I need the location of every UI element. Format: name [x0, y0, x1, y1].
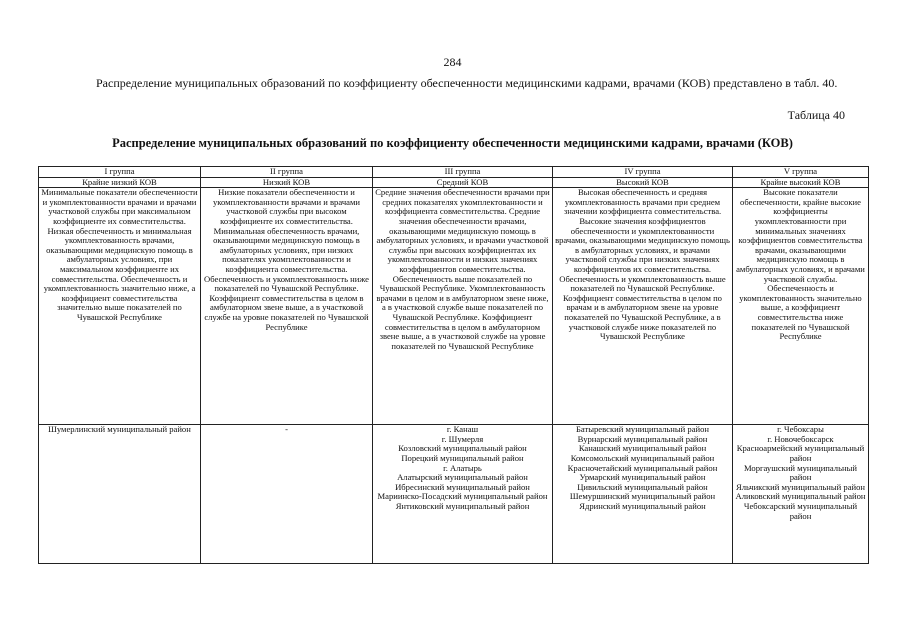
municipality-name: Чебоксарский муниципальный район [743, 500, 858, 521]
municipality-name: - [285, 424, 288, 435]
municipality-name: Козловский муниципальный район [398, 443, 527, 454]
municipality-name: Шемуршинский муниципальный район [569, 491, 716, 502]
group-header-5: V группа [733, 167, 869, 178]
description-cell-4: Высокая обеспеченность и средняя укомплектованность врачами при среднем значении коэффициента совместительства. Высокие значения коэффициентов обеспеченности и укомплектованности врачами, оказывающими медицинскую помощь в амбулаторных условиях, и врачами участковой службы при низких значениях коэффициентов их совместительства. Обеспеченность и укомплектованность выше показателей по Чувашской Республике. Коэффициент совместительства в целом по врачам и в амбулаторном звене на уровне показателей по Чувашской Республике, а в участковой службе ниже показателей по Чувашской Республике [553, 188, 733, 425]
level-header-2: Низкий КОВ [201, 177, 373, 188]
municipality-name: Батыревский муниципальный район [575, 424, 710, 435]
level-header-3: Средний КОВ [373, 177, 553, 188]
municipality-name: Комсомольский муниципальный район [570, 452, 715, 463]
municipality-name: Урмарский муниципальный район [579, 472, 706, 483]
municipalities-cell-3 [373, 425, 553, 564]
municipality-name: Ибресинский муниципальный район [395, 481, 530, 492]
municipality-name: Красноармейский муниципальный район [736, 443, 865, 463]
kov-table [38, 166, 869, 564]
municipalities-cell-1 [39, 425, 201, 564]
municipality-name: г. Шумерля [441, 433, 484, 444]
level-header-4: Высокий КОВ [553, 177, 733, 188]
level-header-1: Крайне низкий КОВ [39, 177, 201, 188]
description-cell-2: Низкие показатели обеспеченности и укомплектованности врачами и врачами участковой службы при высоком коэффициенте их совместительства. Минимальная обеспеченность врачами, оказывающими медицинскую помощь в амбулаторных условиях, при низких показателях укомплектованности и коэффициента совместительства. Обеспеченность и укомплектованность ниже показателей по Чувашской Республике. Коэффициент совместительства в целом в амбулаторном звене выше, а в участковой службе на уровне показателей по Чувашской Республике [201, 188, 373, 425]
municipality-name: Мариинско-Посадский муниципальный район [377, 491, 548, 502]
municipality-name: Канашский муниципальный район [578, 443, 707, 454]
description-cell-5: Высокие показатели обеспеченности, крайне высокие коэффициенты укомплектованности при минимальных значениях коэффициентов совместительства врачами, оказывающими медицинскую помощь в амбулаторных условиях, и врачами участковой службы. Обеспеченность и укомплектованность значительно выше, а коэффициент совместительства ниже показателей по Чувашской Республике [733, 188, 869, 425]
table-title: Распределение муниципальных образований по коэффициенту обеспеченности медицинскими кадрами, врачами (КОВ) [112, 136, 793, 150]
table-row-levels [39, 177, 869, 188]
group-header-1: I группа [39, 167, 201, 178]
table-row-groups [39, 167, 869, 178]
municipalities-cell-2 [201, 425, 373, 564]
table-row-descriptions [39, 188, 869, 425]
group-header-2: II группа [201, 167, 373, 178]
municipality-name: Красночетайский муниципальный район [567, 462, 718, 473]
municipalities-cell-5 [733, 425, 869, 564]
municipality-name: Шумерлинский муниципальный район [48, 424, 191, 435]
municipalities-cell-4 [553, 425, 733, 564]
description-cell-3: Средние значения обеспеченности врачами при средних показателях укомплектованности и коэффициента совместительства. Средние значения обеспеченности врачами, оказывающими медицинскую помощь в амбулаторных условиях, и врачами участковой службы при высоких коэффициентах их укомплектованности и низких значениях коэффициентов совместительства. Обеспеченность выше показателей по Чувашской Республике. Укомплектованность врачами в целом и в амбулаторном звене ниже, а в участковой службе выше показателей по Чувашской Республике. Коэффициент совместительства в целом в амбулаторном звене выше, а в участковой службе на уровне показателей по Чувашской Республике [373, 188, 553, 425]
municipality-name: Цивильский муниципальный район [577, 481, 708, 492]
intro-paragraph: Распределение муниципальных образований по коэффициенту обеспеченности медицинскими кадрами, врачами (КОВ) представлено в табл. 40. [96, 76, 838, 90]
municipality-name: Вурнарский муниципальный район [577, 433, 708, 444]
group-header-3: III группа [373, 167, 553, 178]
municipality-name: Алатырский муниципальный район [397, 472, 528, 483]
municipality-name: г. Канаш [446, 424, 479, 435]
group-header-4: IV группа [553, 167, 733, 178]
municipality-name: г. Чебоксары [777, 424, 824, 435]
description-cell-1: Минимальные показатели обеспеченности и укомплектованности врачами и врачами участковой службы при максимальном коэффициенте их совместительства. Низкая обеспеченность и минимальная укомплектованность врачами, оказывающими медицинскую помощь в амбулаторных условиях, при максимальном коэффициенте их совместительства. Обеспеченность и укомплектованность значительно ниже, а коэффициент совместительства значительно выше показателей по Чувашской Республике [39, 188, 201, 425]
municipality-name: Янтиковский муниципальный район [395, 500, 530, 511]
table-caption: Таблица 40 [787, 108, 845, 122]
municipality-name: Яльчикский муниципальный район [735, 481, 866, 492]
municipality-name: Ядринский муниципальный район [579, 500, 706, 511]
municipality-name: Моргаушский муниципальный район [744, 462, 857, 483]
municipality-name: Аликовский муниципальный район [735, 491, 866, 502]
page-number: 284 [443, 55, 462, 69]
municipality-name: г. Алатырь [443, 462, 482, 473]
table-row-municipalities [39, 425, 869, 564]
municipality-name: Порецкий муниципальный район [401, 452, 524, 463]
level-header-5: Крайне высокий КОВ [733, 177, 869, 188]
municipality-name: г. Новочебоксарск [767, 433, 834, 444]
